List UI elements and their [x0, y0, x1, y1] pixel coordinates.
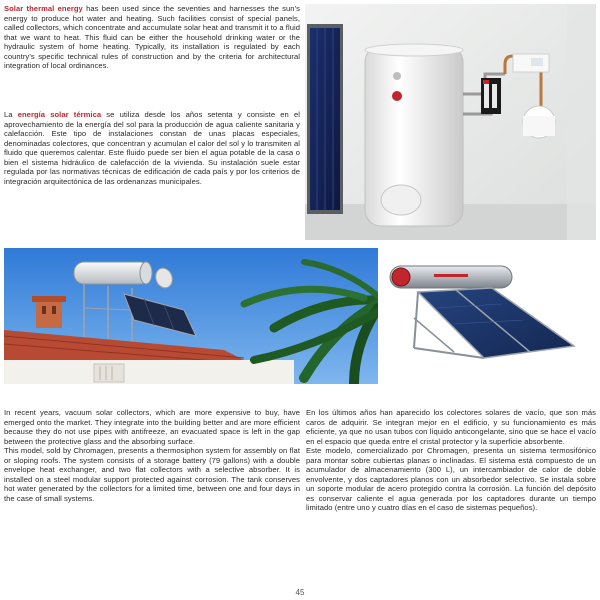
intro-english-lead: Solar thermal energy — [4, 4, 83, 13]
body-spanish-paragraph-2: Este modelo, comercializado por Chromagen, presenta un sistema termosifónico para montar sobre cubiertas planas o inclinadas. El sistema está compuesto de un acumulador de almacenamiento (300 L), un intercambiador de calor de doble envolvente, y dos captadores planos con un absorbedor selectivo. Se instala sobre un soporte modular de acero protegido contra la corrosión. La función del depósito es conservar caliente el agua generada por los captadores durante un tiempo limitado (entre uno y cuatro días en el caso de sistemas pequeños). — [306, 446, 596, 513]
intro-spanish-text: se utiliza desde los años setenta y consiste en el aprovechamiento de la energía del sol para la producción de agua caliente sanitaria y calefacción. Este tipo de instalaciones constan de unas placas especiales, denominadas colectores, que concentran y acumulan el calor del sol y lo transmiten al fluido que queremos calentar. Este fluido puede ser bien el agua potable de la casa o bien el sistema hidráulico de calefacción de la vivienda. Su instalación suele estar regulada por las normativas técnicas de edificación de cada país y por los criterios de integración arquitectónica de las ordenanzas municipales. — [4, 110, 300, 186]
body-english-paragraph-2: This model, sold by Chromagen, presents a thermosiphon system for assembly on flat or sloping roofs. The system consists of a storage battery (79 gallons) with a double envelope heat exchanger, and two flat collectors with a selective absorber. It is installed on a steel modular support protected against corrosion. The tank conserves hot water generated by the collectors for a limited time, between one and four days in the case of small systems. — [4, 446, 300, 503]
body-english-paragraph-1: In recent years, vacuum solar collectors, which are more expensive to buy, have emerged onto the market. They integrate into the building better and are more efficient because they do not use pipes with antifreeze, an evacuated space is left in the gap between the protective glass and the absorbing surface. — [4, 408, 300, 446]
flat-collector-photo — [384, 248, 596, 384]
body-english — [4, 408, 300, 503]
intro-spanish-prefix: La — [4, 110, 18, 119]
boiler-tank-photo — [305, 4, 596, 240]
page-number: 45 — [295, 588, 305, 597]
intro-spanish-lead: energía solar térmica — [17, 110, 102, 119]
rooftop-solar-photo — [4, 248, 378, 384]
intro-english — [4, 4, 300, 71]
intro-english-text: has been used since the seventies and harnesses the sun’s energy to produce hot water and heating. Such facilities consist of special panels, called collectors, which concentrate and accumulate solar heat and transmit it to a fluid that we want to heat. This fluid can be either the household drinking water or the hydraulic system of home heating. Typically, its installation is regulated by each country’s specific technical rules of construction and by the criteria for architectural integration of local ordinances. — [4, 4, 300, 71]
body-spanish-paragraph-1: En los últimos años han aparecido los colectores solares de vacío, que son más caros de adquirir. Se integran mejor en el edificio, y su funcionamiento es más eficiente, ya que no usan tubos con líquido anticongelante, sino que se hace el vacío en el espacio que queda entre el cristal protector y la superficie absorbente. — [306, 408, 596, 446]
intro-spanish — [4, 110, 300, 186]
body-spanish — [306, 408, 596, 513]
